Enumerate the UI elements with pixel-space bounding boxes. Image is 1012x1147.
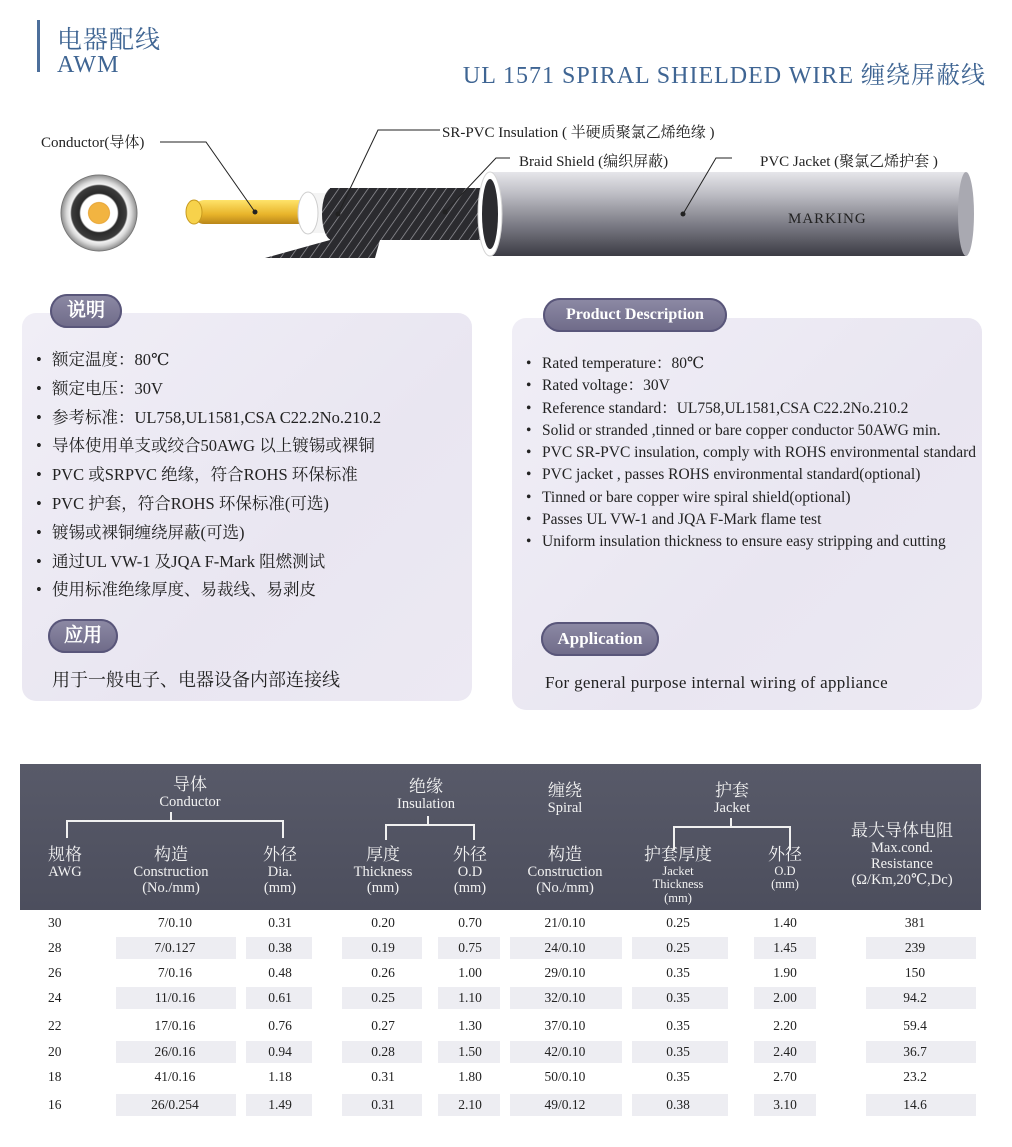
col-construction: 构造 Construction (No./mm): [133, 845, 209, 896]
jacket-layer: [478, 172, 974, 256]
list-item: • Uniform insulation thickness to ensure easy stripping and cutting: [526, 531, 978, 553]
table-cell: 0.94: [268, 1044, 292, 1059]
page-title: UL 1571 SPIRAL SHIELDED WIRE 缠绕屏蔽线: [462, 63, 986, 89]
list-item: • PVC SR-PVC insulation, comply with ROHS environmental standard: [526, 442, 978, 464]
table-cell: 239: [904, 940, 926, 955]
table-cell: 50/0.10: [544, 1069, 586, 1084]
list-item: • PVC 护套，符合ROHS 环保标准(可选): [36, 490, 456, 519]
group-spiral: 缠绕 Spiral: [547, 781, 583, 816]
jacket-label: PVC Jacket (聚氯乙烯护套 ): [760, 154, 938, 170]
list-item: • PVC 或SRPVC 绝缘，符合ROHS 环保标准: [36, 461, 456, 490]
table-row: [20, 985, 981, 1011]
cross-section-icon: [61, 175, 137, 251]
table-cell: 0.25: [371, 990, 395, 1005]
table-cell: 20: [48, 1044, 62, 1059]
list-item: • Passes UL VW-1 and JQA F-Mark flame test: [526, 509, 978, 531]
table-cell: 22: [48, 1018, 62, 1033]
table-cell: 0.28: [371, 1044, 395, 1059]
group-jacket: 护套 Jacket: [713, 781, 751, 816]
table-cell: 7/0.16: [157, 965, 193, 980]
table-cell: 37/0.10: [544, 1018, 586, 1033]
table-cell: 1.50: [458, 1044, 482, 1059]
table-cell: 0.25: [666, 940, 690, 955]
list-item: • 镀锡或裸铜缠绕屏蔽(可选): [36, 519, 456, 548]
table-row: [20, 935, 981, 961]
description-list-en: [526, 353, 978, 554]
table-cell: 0.75: [458, 940, 482, 955]
table-row: [20, 1013, 981, 1039]
description-list-cn: [36, 346, 456, 605]
table-cell: 24: [48, 990, 62, 1005]
marking-text: MARKING: [788, 211, 867, 227]
table-cell: 0.31: [371, 1069, 395, 1084]
table-cell: 42/0.10: [544, 1044, 586, 1059]
category-english: AWM: [57, 52, 120, 78]
table-cell: 94.2: [903, 990, 927, 1005]
table-cell: 2.70: [773, 1069, 797, 1084]
table-row: [20, 1064, 981, 1090]
application-heading-cn: 应用: [48, 619, 118, 653]
application-heading-en: Application: [541, 622, 659, 656]
table-cell: 36.7: [903, 1044, 927, 1059]
table-cell: 1.49: [268, 1097, 292, 1112]
description-heading-cn: 说明: [50, 294, 122, 328]
table-cell: 41/0.16: [154, 1069, 196, 1084]
table-cell: 24/0.10: [544, 940, 586, 955]
table-cell: 0.35: [666, 1069, 690, 1084]
col-resistance: 最大导体电阻 Max.cond. Resistance (Ω/Km,20℃,Dc): [851, 821, 953, 888]
table-cell: 3.10: [773, 1097, 797, 1112]
application-text-cn: 用于一般电子、电器设备内部连接线: [52, 670, 340, 690]
table-cell: 1.00: [458, 965, 482, 980]
table-cell: 0.19: [371, 940, 395, 955]
table-cell: 26/0.254: [151, 1097, 199, 1112]
table-cell: 30: [48, 915, 62, 930]
table-cell: 1.45: [773, 940, 797, 955]
table-cell: 7/0.10: [157, 915, 193, 930]
table-cell: 1.40: [773, 915, 797, 930]
table-cell: 0.38: [666, 1097, 690, 1112]
table-cell: 0.35: [666, 1044, 690, 1059]
col-awg: 规格 AWG: [48, 845, 82, 880]
table-cell: 150: [904, 965, 926, 980]
insulation-bracket: [385, 824, 475, 840]
table-cell: 0.27: [371, 1018, 395, 1033]
col-jacket-thickness: 护套厚度 Jacket Thickness (mm): [644, 845, 712, 906]
table-cell: 2.00: [773, 990, 797, 1005]
table-cell: 32/0.10: [544, 990, 586, 1005]
list-item: • Rated temperature：80℃: [526, 353, 978, 375]
table-cell: 16: [48, 1097, 62, 1112]
table-cell: 1.90: [773, 965, 797, 980]
table-row: [20, 1092, 981, 1118]
table-row: [20, 1039, 981, 1065]
list-item: • 使用标准绝缘厚度、易裁线、易剥皮: [36, 576, 456, 605]
table-cell: 49/0.12: [544, 1097, 586, 1112]
table-cell: 0.38: [268, 940, 292, 955]
table-cell: 1.80: [458, 1069, 482, 1084]
table-cell: 28: [48, 940, 62, 955]
table-cell: 7/0.127: [154, 940, 196, 955]
table-cell: 59.4: [903, 1018, 927, 1033]
insulation-label: SR-PVC Insulation ( 半硬质聚氯乙烯绝缘 ): [442, 125, 715, 141]
list-item: • 通过UL VW-1 及JQA F-Mark 阻燃测试: [36, 548, 456, 577]
table-row: [20, 910, 981, 936]
list-item: • 额定电压：30V: [36, 375, 456, 404]
table-cell: 14.6: [903, 1097, 927, 1112]
table-cell: 2.10: [458, 1097, 482, 1112]
braid-shield-label: Braid Shield (编织屏蔽): [519, 154, 669, 170]
table-cell: 0.26: [371, 965, 395, 980]
table-cell: 0.31: [371, 1097, 395, 1112]
col-thickness: 厚度 Thickness (mm): [353, 845, 413, 896]
table-cell: 0.76: [268, 1018, 292, 1033]
table-cell: 1.18: [268, 1069, 292, 1084]
header-accent-bar: [37, 20, 40, 72]
table-cell: 0.48: [268, 965, 292, 980]
table-cell: 29/0.10: [544, 965, 586, 980]
list-item: • 参考标准：UL758,UL1581,CSA C22.2No.210.2: [36, 404, 456, 433]
table-cell: 0.70: [458, 915, 482, 930]
table-cell: 0.61: [268, 990, 292, 1005]
application-text-en: For general purpose internal wiring of appliance: [545, 673, 888, 692]
table-cell: 18: [48, 1069, 62, 1084]
list-item: • Rated voltage：30V: [526, 375, 978, 397]
col-dia: 外径 Dia. (mm): [263, 845, 297, 896]
col-spiral-construction: 构造 Construction (No./mm): [527, 845, 603, 896]
table-row: [20, 960, 981, 986]
table-cell: 26/0.16: [154, 1044, 196, 1059]
table-cell: 2.40: [773, 1044, 797, 1059]
table-cell: 1.10: [458, 990, 482, 1005]
spec-table-header: [20, 764, 981, 910]
col-od: 外径 O.D (mm): [453, 845, 487, 896]
table-cell: 381: [904, 915, 926, 930]
table-cell: 0.31: [268, 915, 292, 930]
list-item: • 导体使用单支或绞合50AWG 以上镀锡或裸铜: [36, 432, 456, 461]
table-cell: 26: [48, 965, 62, 980]
list-item: • Tinned or bare copper wire spiral shield(optional): [526, 487, 978, 509]
list-item: • Reference standard：UL758,UL1581,CSA C22.2No.210.2: [526, 398, 978, 420]
table-cell: 1.30: [458, 1018, 482, 1033]
table-cell: 21/0.10: [544, 915, 586, 930]
list-item: • PVC jacket , passes ROHS environmental standard(optional): [526, 464, 978, 486]
table-cell: 0.25: [666, 915, 690, 930]
table-cell: 23.2: [903, 1069, 927, 1084]
list-item: • Solid or stranded ,tinned or bare copper conductor 50AWG min.: [526, 420, 978, 442]
table-cell: 2.20: [773, 1018, 797, 1033]
category-chinese: 电器配线: [57, 27, 162, 54]
table-cell: 0.35: [666, 990, 690, 1005]
table-cell: 17/0.16: [154, 1018, 196, 1033]
table-cell: 0.20: [371, 915, 395, 930]
list-item: • 额定温度：80℃: [36, 346, 456, 375]
table-cell: 11/0.16: [154, 990, 196, 1005]
col-jacket-od: 外径 O.D (mm): [768, 845, 802, 892]
group-conductor: 导体 Conductor: [159, 775, 221, 810]
conductor-bracket: [66, 820, 284, 838]
conductor-label: Conductor(导体): [41, 135, 145, 151]
group-insulation: 绝缘 Insulation: [397, 777, 455, 812]
table-cell: 0.35: [666, 965, 690, 980]
table-cell: 0.35: [666, 1018, 690, 1033]
description-heading-en: Product Description: [543, 298, 727, 332]
